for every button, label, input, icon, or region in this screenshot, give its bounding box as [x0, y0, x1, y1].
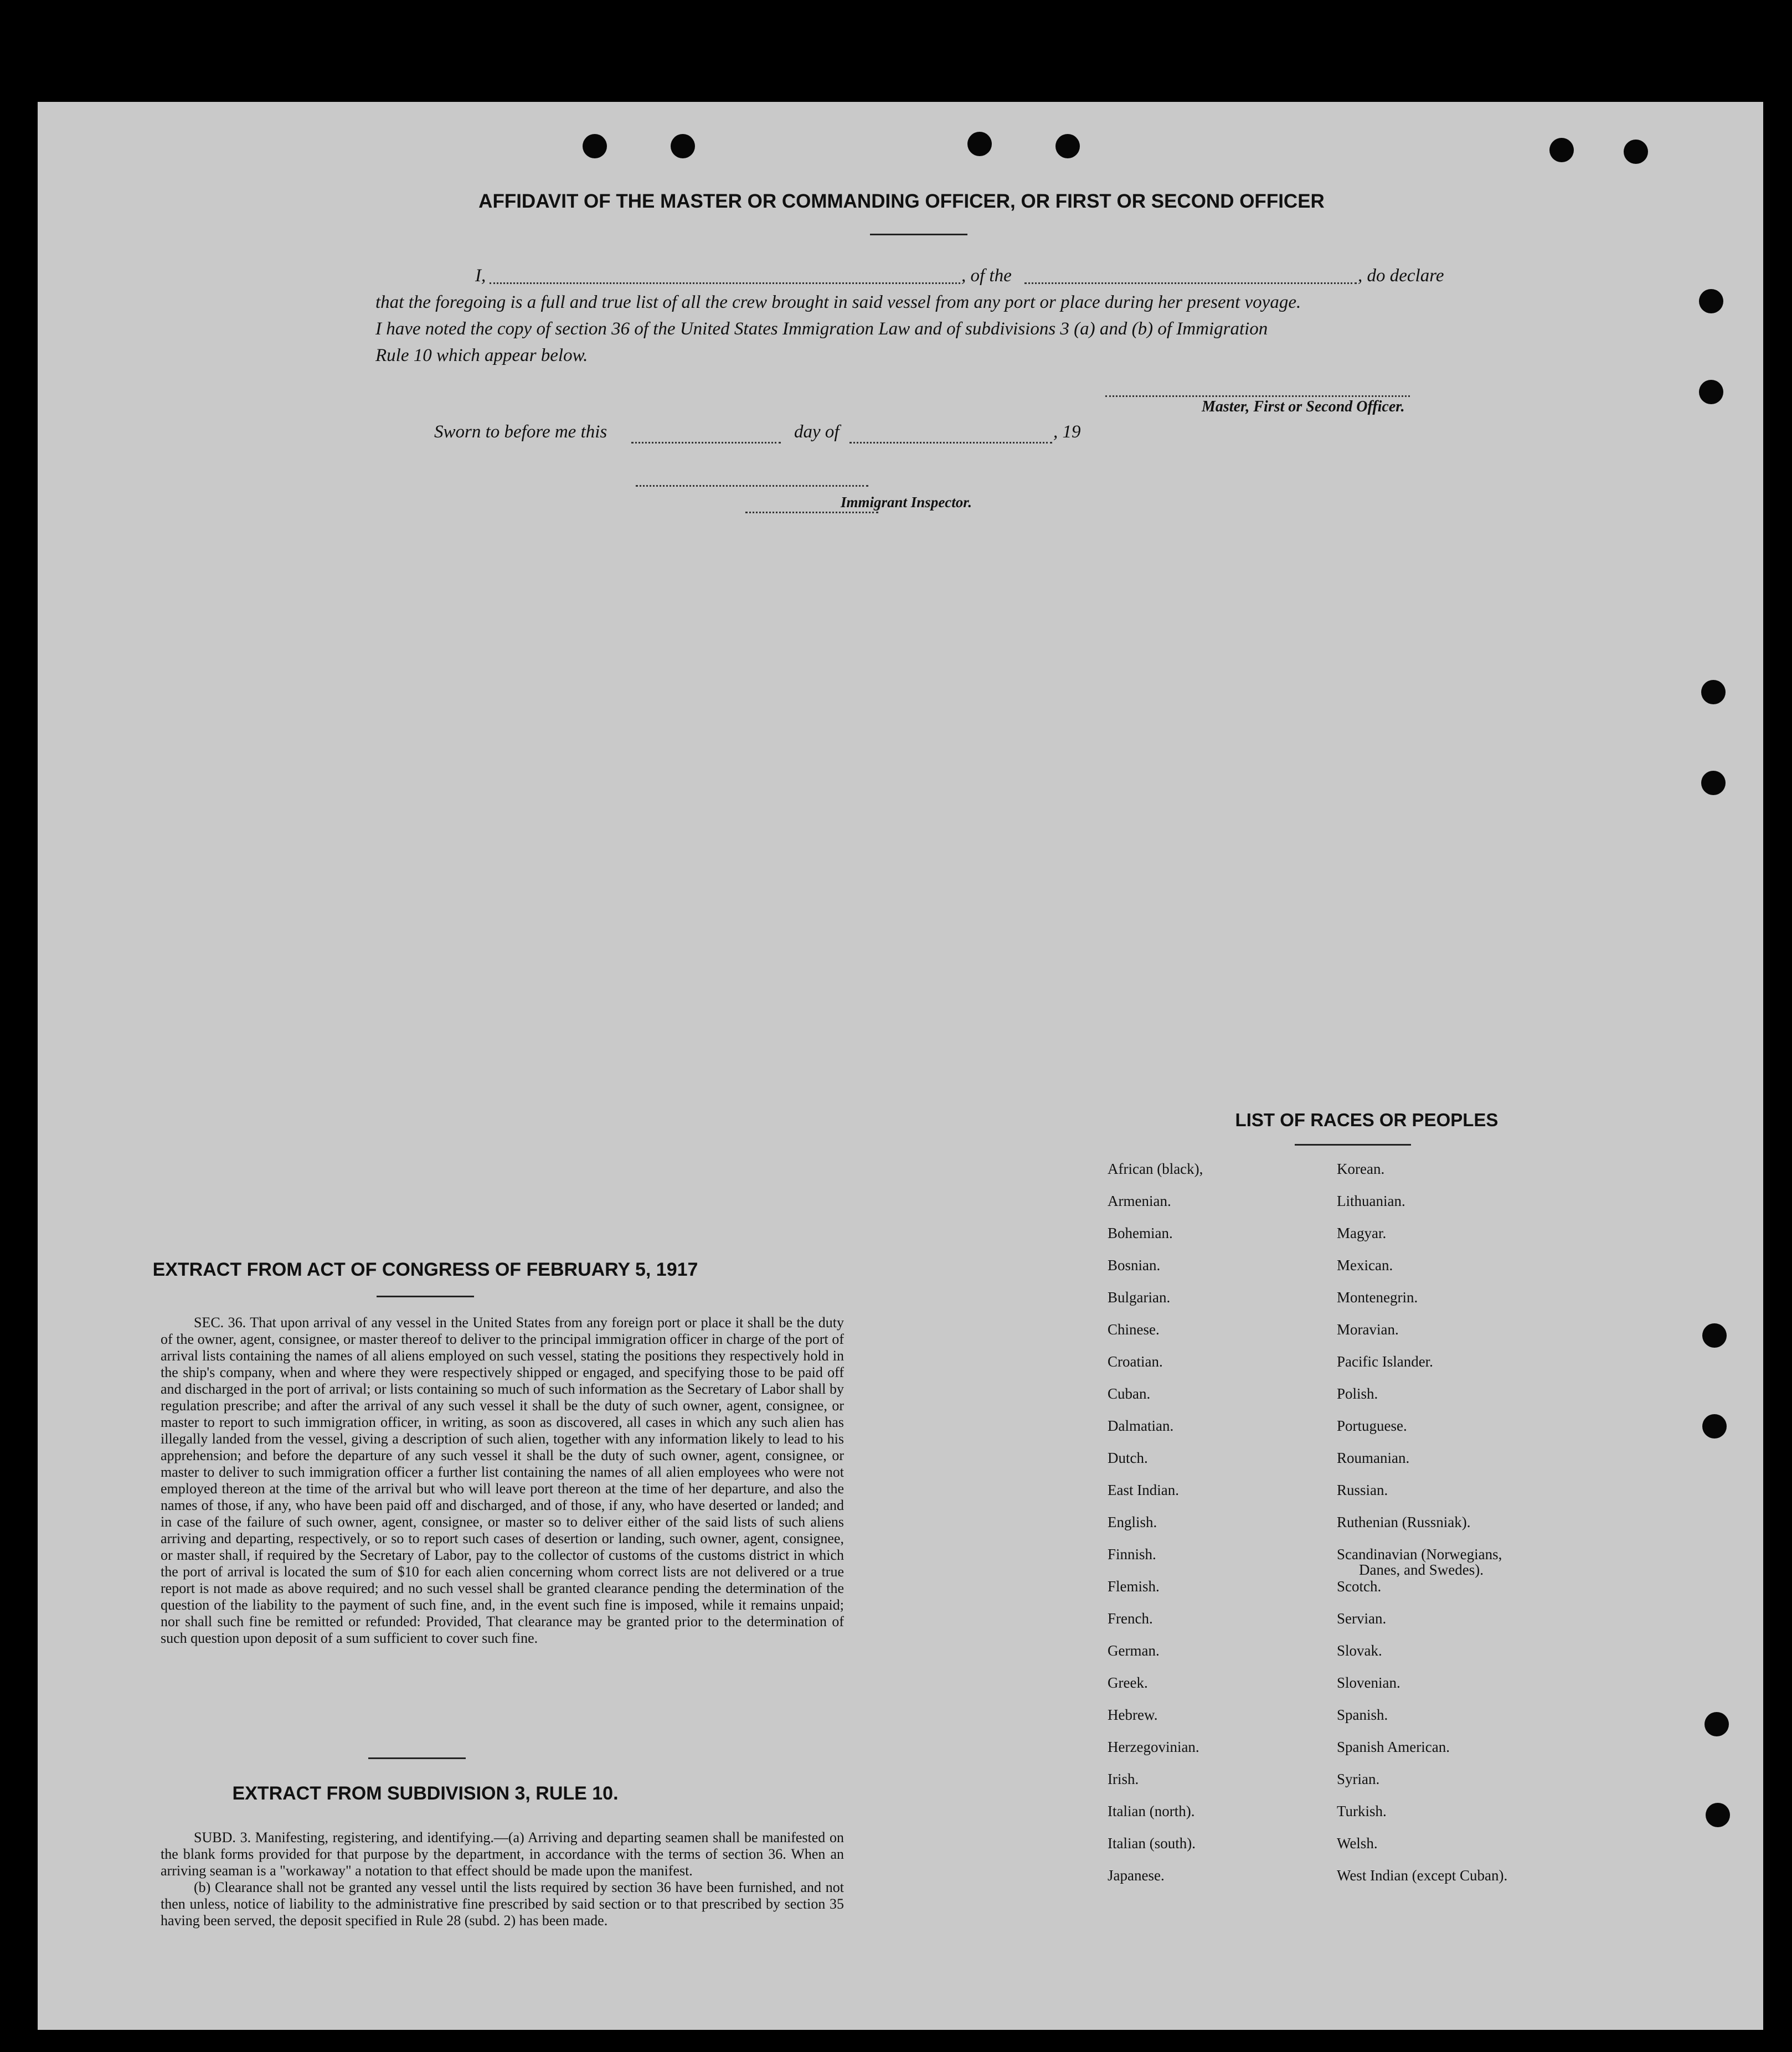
race-item: Korean.	[1337, 1161, 1385, 1177]
race-item: Turkish.	[1337, 1803, 1387, 1819]
race-item: German.	[1108, 1642, 1160, 1659]
master-caption: Master, First or Second Officer.	[1202, 398, 1405, 415]
race-item: Scandinavian (Norwegians,	[1337, 1546, 1502, 1563]
punch-hole	[583, 134, 607, 158]
inspector-signature-line	[636, 485, 868, 487]
race-item: Slovenian.	[1337, 1674, 1400, 1691]
race-item: Portuguese.	[1337, 1417, 1407, 1434]
sworn-text: Sworn to before me this	[434, 422, 607, 442]
affidavit-statement	[375, 262, 1477, 369]
race-item: French.	[1108, 1610, 1153, 1627]
race-item: English.	[1108, 1514, 1157, 1530]
subdivision-b-text: (b) Clearance shall not be granted any vessel until the lists required by section 36 have been furnished, and not then unless, notice of liability to the administrative fine prescribed by said section or to that prescribed by section 35 having been served, the deposit specified in Rule 28 (subd. 2) has been made.	[161, 1879, 844, 1929]
race-item: Slovak.	[1337, 1642, 1382, 1659]
race-item: Servian.	[1337, 1610, 1387, 1627]
divider	[1295, 1144, 1411, 1146]
race-item: Spanish.	[1337, 1706, 1388, 1723]
punch-hole	[1705, 1712, 1729, 1736]
divider	[377, 1296, 474, 1297]
punch-hole	[1055, 134, 1080, 158]
punch-hole	[671, 134, 695, 158]
race-item: Moravian.	[1337, 1321, 1399, 1338]
race-item: Danes, and Swedes).	[1359, 1561, 1484, 1578]
sworn-line	[434, 422, 1154, 448]
race-item: Russian.	[1337, 1482, 1388, 1498]
race-item: Armenian.	[1108, 1193, 1171, 1209]
master-signature-line	[1105, 395, 1410, 397]
race-item: Croatian.	[1108, 1353, 1163, 1370]
race-item: Syrian.	[1337, 1771, 1380, 1787]
race-item: Spanish American.	[1337, 1739, 1450, 1755]
race-item: Ruthenian (Russniak).	[1337, 1514, 1471, 1530]
race-item: Finnish.	[1108, 1546, 1156, 1563]
rule-extract-body	[161, 1829, 844, 1929]
punch-hole	[1702, 1323, 1727, 1348]
races-left-column	[1108, 1161, 1318, 1991]
rule-extract-heading: EXTRACT FROM SUBDIVISION 3, RULE 10.	[232, 1783, 619, 1804]
year-prefix: , 19	[1053, 422, 1081, 442]
punch-hole	[1702, 1414, 1727, 1439]
affidavit-line-4: Rule 10 which appear below.	[375, 346, 588, 365]
act-extract-heading: EXTRACT FROM ACT OF CONGRESS OF FEBRUARY 5, 1917	[152, 1259, 698, 1280]
race-item: Dalmatian.	[1108, 1417, 1174, 1434]
vessel-blank	[1024, 282, 1357, 284]
race-item: Bohemian.	[1108, 1225, 1173, 1241]
affidavit-line-2: that the foregoing is a full and true list of all the crew brought in said vessel from any port or place during her present voyage.	[375, 292, 1301, 312]
race-item: Pacific Islander.	[1337, 1353, 1433, 1370]
race-item: Hebrew.	[1108, 1706, 1158, 1723]
day-of-text: day of	[794, 422, 840, 442]
race-item: Montenegrin.	[1337, 1289, 1418, 1306]
punch-hole	[1549, 138, 1574, 162]
inspector-caption: Immigrant Inspector.	[841, 494, 972, 511]
race-item: Greek.	[1108, 1674, 1148, 1691]
race-item: Italian (south).	[1108, 1835, 1196, 1852]
race-item: African (black),	[1108, 1161, 1203, 1177]
punch-hole	[1701, 680, 1726, 704]
act-extract-body	[161, 1314, 844, 1647]
race-item: Scotch.	[1337, 1578, 1382, 1595]
race-item: East Indian.	[1108, 1482, 1179, 1498]
affidavit-line-3: I have noted the copy of section 36 of the United States Immigration Law and of subdivisions 3 (a) and (b) of Immigration	[375, 319, 1268, 339]
divider	[870, 234, 967, 235]
affidavit-i-word: I,	[475, 266, 486, 286]
race-item: Japanese.	[1108, 1867, 1165, 1884]
day-blank	[631, 442, 781, 444]
race-item: Lithuanian.	[1337, 1193, 1405, 1209]
race-item: Chinese.	[1108, 1321, 1160, 1338]
race-item: Bosnian.	[1108, 1257, 1161, 1274]
race-item: Polish.	[1337, 1385, 1378, 1402]
divider	[368, 1757, 466, 1759]
race-item: Mexican.	[1337, 1257, 1393, 1274]
punch-hole	[1706, 1803, 1730, 1827]
punch-hole	[1624, 140, 1648, 164]
punch-hole	[967, 132, 992, 156]
affidavit-heading: AFFIDAVIT OF THE MASTER OR COMMANDING OFFICER, OR FIRST OR SECOND OFFICER	[478, 190, 1325, 212]
race-item: Roumanian.	[1337, 1450, 1410, 1466]
race-item: Italian (north).	[1108, 1803, 1195, 1819]
month-blank	[849, 442, 1052, 444]
punch-hole	[1699, 380, 1723, 404]
race-item: Herzegovinian.	[1108, 1739, 1199, 1755]
race-item: Welsh.	[1337, 1835, 1378, 1852]
race-item: Cuban.	[1108, 1385, 1151, 1402]
punch-hole	[1699, 289, 1723, 313]
affidavit-do-declare: , do declare	[1358, 266, 1444, 286]
section-36-text: SEC. 36. That upon arrival of any vessel in the United States from any foreign port or place it shall be the duty of the owner, agent, consignee, or master thereof to deliver to the principal immigration officer in charge of the port of arrival lists containing the names of all aliens employed on such vessel, stating the positions they respectively hold in the ship's company, when and where they were respectively shipped or engaged, and specifying those to be paid off and discharged in the port of arrival; or lists containing so much of such information as the Secretary of Labor shall by regulation prescribe; and after the arrival of any such vessel it shall be the duty of such owner, agent, consignee, or master to report to such immigration officer, in writing, as soon as discovered, all cases in which any such alien has illegally landed from the vessel, giving a description of such alien, together with any information likely to lead to his apprehension; and before the departure of any such vessel it shall be the duty of such owner, agent, consignee, or master to deliver to such immigration officer a further list containing the names of all alien employees who were not employed thereon at the time of the arrival but who will leave port thereon at the time of her departure, and also the names of those, if any, who have been paid off and discharged, and of those, if any, who have deserted or landed; and in case of the failure of such owner, agent, consignee, or master so to deliver either of the said lists of such aliens arriving and departing, respectively, or so to report such cases of desertion or landing, such owner, agent, consignee, or master shall, if required by the Secretary of Labor, pay to the collector of customs of the customs district in which the port of arrival is located the sum of $10 for each alien concerning whom correct lists are not delivered or a true report is not made as above required; and no such vessel shall be granted clearance pending the determination of the question of the liability to the payment of such fine, and, in the event such fine is imposed, while it remains unpaid; nor shall such fine be remitted or refunded: Provided, That clearance may be granted prior to the determination of such question upon deposit of a sum sufficient to cover such fine.	[161, 1314, 844, 1646]
race-item: West Indian (except Cuban).	[1337, 1867, 1508, 1884]
name-blank	[490, 282, 960, 284]
race-item: Bulgarian.	[1108, 1289, 1171, 1306]
race-item: Flemish.	[1108, 1578, 1160, 1595]
inspector-caption-lead	[745, 512, 878, 513]
punch-hole	[1701, 771, 1726, 795]
affidavit-of-the: , of the	[961, 266, 1012, 286]
races-right-column	[1337, 1161, 1569, 1991]
races-heading: LIST OF RACES OR PEOPLES	[1235, 1110, 1499, 1130]
subdivision-a-text: SUBD. 3. Manifesting, registering, and identifying.—(a) Arriving and departing seamen shall be manifested on the blank forms provided for that purpose by the department, in accordance with the terms of section 36. When an arriving seaman is a "workaway" a notation to that effect should be made upon the manifest.	[161, 1829, 844, 1879]
race-item: Dutch.	[1108, 1450, 1148, 1466]
document-page	[38, 102, 1763, 2030]
race-item: Magyar.	[1337, 1225, 1387, 1241]
race-item: Irish.	[1108, 1771, 1139, 1787]
